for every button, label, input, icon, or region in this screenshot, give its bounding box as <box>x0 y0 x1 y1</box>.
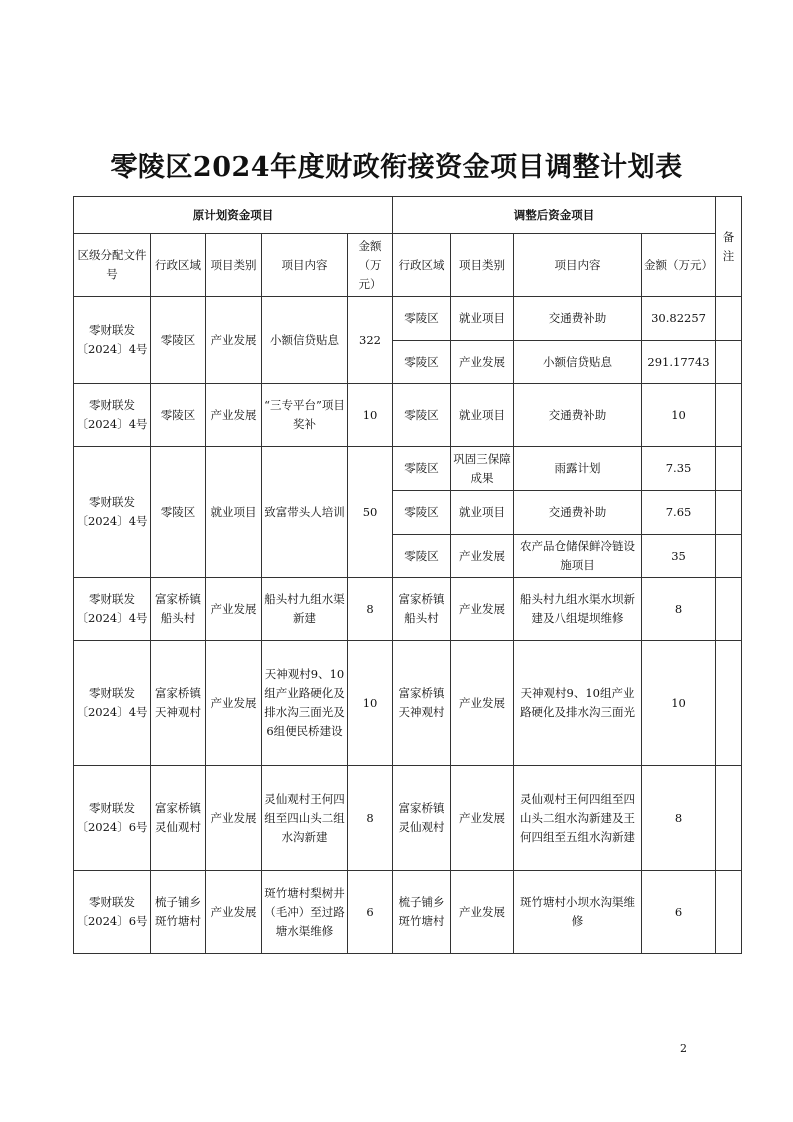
new-category-cell: 就业项目 <box>451 491 514 535</box>
orig-amount-cell: 50 <box>348 447 393 578</box>
remark-header-text: 备注 <box>722 229 735 263</box>
page-number: 2 <box>680 1042 687 1055</box>
orig-category-cell: 产业发展 <box>206 871 262 954</box>
new-category-cell: 就业项目 <box>451 297 514 341</box>
remark-cell <box>716 384 742 447</box>
orig-amount-cell: 10 <box>348 384 393 447</box>
new-region-cell: 梳子铺乡斑竹塘村 <box>393 871 451 954</box>
new-amount-cell: 291.17743 <box>642 341 716 384</box>
new-category-cell: 产业发展 <box>451 766 514 871</box>
new-category-cell: 巩固三保障成果 <box>451 447 514 491</box>
new-content-cell: 船头村九组水渠水坝新建及八组堤坝维修 <box>514 578 642 641</box>
new-region-cell: 富家桥镇天神观村 <box>393 641 451 766</box>
doc-no-cell: 零财联发〔2024〕4号 <box>74 578 151 641</box>
new-category-cell: 产业发展 <box>451 641 514 766</box>
col-doc-no: 区级分配文件号 <box>74 234 151 297</box>
col-new-category: 项目类别 <box>451 234 514 297</box>
orig-region-cell: 梳子铺乡斑竹塘村 <box>151 871 206 954</box>
new-amount-cell: 35 <box>642 535 716 578</box>
new-content-cell: 小额信贷贴息 <box>514 341 642 384</box>
doc-no-cell: 零财联发〔2024〕4号 <box>74 641 151 766</box>
table-row <box>74 578 742 641</box>
adjusted-plan-header: 调整后资金项目 <box>393 197 716 234</box>
orig-category-cell: 产业发展 <box>206 297 262 384</box>
orig-content-cell: 小额信贷贴息 <box>262 297 348 384</box>
table-row <box>74 447 742 491</box>
col-orig-content: 项目内容 <box>262 234 348 297</box>
remark-cell <box>716 491 742 535</box>
doc-no-cell: 零财联发〔2024〕6号 <box>74 766 151 871</box>
doc-no-cell: 零财联发〔2024〕4号 <box>74 297 151 384</box>
orig-content-cell: 天神观村9、10组产业路硬化及排水沟三面光及6组便民桥建设 <box>262 641 348 766</box>
orig-region-cell: 零陵区 <box>151 384 206 447</box>
orig-region-cell: 零陵区 <box>151 297 206 384</box>
group-header-row <box>74 197 742 234</box>
col-new-content: 项目内容 <box>514 234 642 297</box>
new-content-cell: 农产品仓储保鲜冷链设施项目 <box>514 535 642 578</box>
new-content-cell: 交通费补助 <box>514 384 642 447</box>
new-amount-cell: 8 <box>642 766 716 871</box>
orig-region-cell: 零陵区 <box>151 447 206 578</box>
col-orig-amount: 金额（万元） <box>348 234 393 297</box>
new-category-cell: 就业项目 <box>451 384 514 447</box>
orig-content-cell: 致富带头人培训 <box>262 447 348 578</box>
new-amount-cell: 7.35 <box>642 447 716 491</box>
remark-cell <box>716 766 742 871</box>
remark-cell <box>716 341 742 384</box>
orig-amount-cell: 8 <box>348 766 393 871</box>
original-plan-header: 原计划资金项目 <box>74 197 393 234</box>
orig-amount-cell: 6 <box>348 871 393 954</box>
orig-content-cell: 船头村九组水渠新建 <box>262 578 348 641</box>
col-new-region: 行政区域 <box>393 234 451 297</box>
new-amount-cell: 10 <box>642 384 716 447</box>
remark-header <box>716 197 742 297</box>
new-region-cell: 零陵区 <box>393 491 451 535</box>
orig-category-cell: 产业发展 <box>206 641 262 766</box>
new-amount-cell: 30.82257 <box>642 297 716 341</box>
new-content-cell: 交通费补助 <box>514 491 642 535</box>
orig-category-cell: 产业发展 <box>206 578 262 641</box>
new-category-cell: 产业发展 <box>451 535 514 578</box>
page-title: 零陵区2024年度财政衔接资金项目调整计划表 <box>110 152 683 183</box>
table-row <box>74 641 742 766</box>
orig-region-cell: 富家桥镇船头村 <box>151 578 206 641</box>
new-region-cell: 零陵区 <box>393 535 451 578</box>
orig-content-cell: 斑竹塘村梨树井（毛冲）至过路塘水渠维修 <box>262 871 348 954</box>
doc-no-cell: 零财联发〔2024〕4号 <box>74 384 151 447</box>
new-category-cell: 产业发展 <box>451 578 514 641</box>
remark-cell <box>716 447 742 491</box>
new-content-cell: 雨露计划 <box>514 447 642 491</box>
new-amount-cell: 7.65 <box>642 491 716 535</box>
remark-cell <box>716 297 742 341</box>
orig-amount-cell: 322 <box>348 297 393 384</box>
orig-region-cell: 富家桥镇灵仙观村 <box>151 766 206 871</box>
new-region-cell: 零陵区 <box>393 447 451 491</box>
col-new-amount: 金额（万元） <box>642 234 716 297</box>
new-category-cell: 产业发展 <box>451 341 514 384</box>
new-content-cell: 天神观村9、10组产业路硬化及排水沟三面光 <box>514 641 642 766</box>
orig-category-cell: 就业项目 <box>206 447 262 578</box>
new-region-cell: 零陵区 <box>393 341 451 384</box>
remark-cell <box>716 578 742 641</box>
adjustment-plan-table <box>73 196 742 954</box>
doc-no-cell: 零财联发〔2024〕4号 <box>74 447 151 578</box>
new-region-cell: 富家桥镇船头村 <box>393 578 451 641</box>
new-region-cell: 富家桥镇灵仙观村 <box>393 766 451 871</box>
new-content-cell: 斑竹塘村小坝水沟渠维修 <box>514 871 642 954</box>
remark-cell <box>716 871 742 954</box>
new-amount-cell: 6 <box>642 871 716 954</box>
col-orig-category: 项目类别 <box>206 234 262 297</box>
orig-category-cell: 产业发展 <box>206 384 262 447</box>
table-row <box>74 384 742 447</box>
orig-content-cell: “三专平台”项目奖补 <box>262 384 348 447</box>
remark-cell <box>716 641 742 766</box>
new-category-cell: 产业发展 <box>451 871 514 954</box>
new-region-cell: 零陵区 <box>393 297 451 341</box>
new-amount-cell: 10 <box>642 641 716 766</box>
orig-amount-cell: 8 <box>348 578 393 641</box>
table-row <box>74 766 742 871</box>
new-region-cell: 零陵区 <box>393 384 451 447</box>
orig-content-cell: 灵仙观村王何四组至四山头二组水沟新建 <box>262 766 348 871</box>
orig-category-cell: 产业发展 <box>206 766 262 871</box>
col-orig-region: 行政区域 <box>151 234 206 297</box>
doc-no-cell: 零财联发〔2024〕6号 <box>74 871 151 954</box>
new-content-cell: 灵仙观村王何四组至四山头二组水沟新建及王何四组至五组水沟新建 <box>514 766 642 871</box>
orig-region-cell: 富家桥镇天神观村 <box>151 641 206 766</box>
orig-amount-cell: 10 <box>348 641 393 766</box>
table-row <box>74 297 742 341</box>
new-amount-cell: 8 <box>642 578 716 641</box>
column-header-row <box>74 234 742 297</box>
new-content-cell: 交通费补助 <box>514 297 642 341</box>
remark-cell <box>716 535 742 578</box>
table-row <box>74 871 742 954</box>
